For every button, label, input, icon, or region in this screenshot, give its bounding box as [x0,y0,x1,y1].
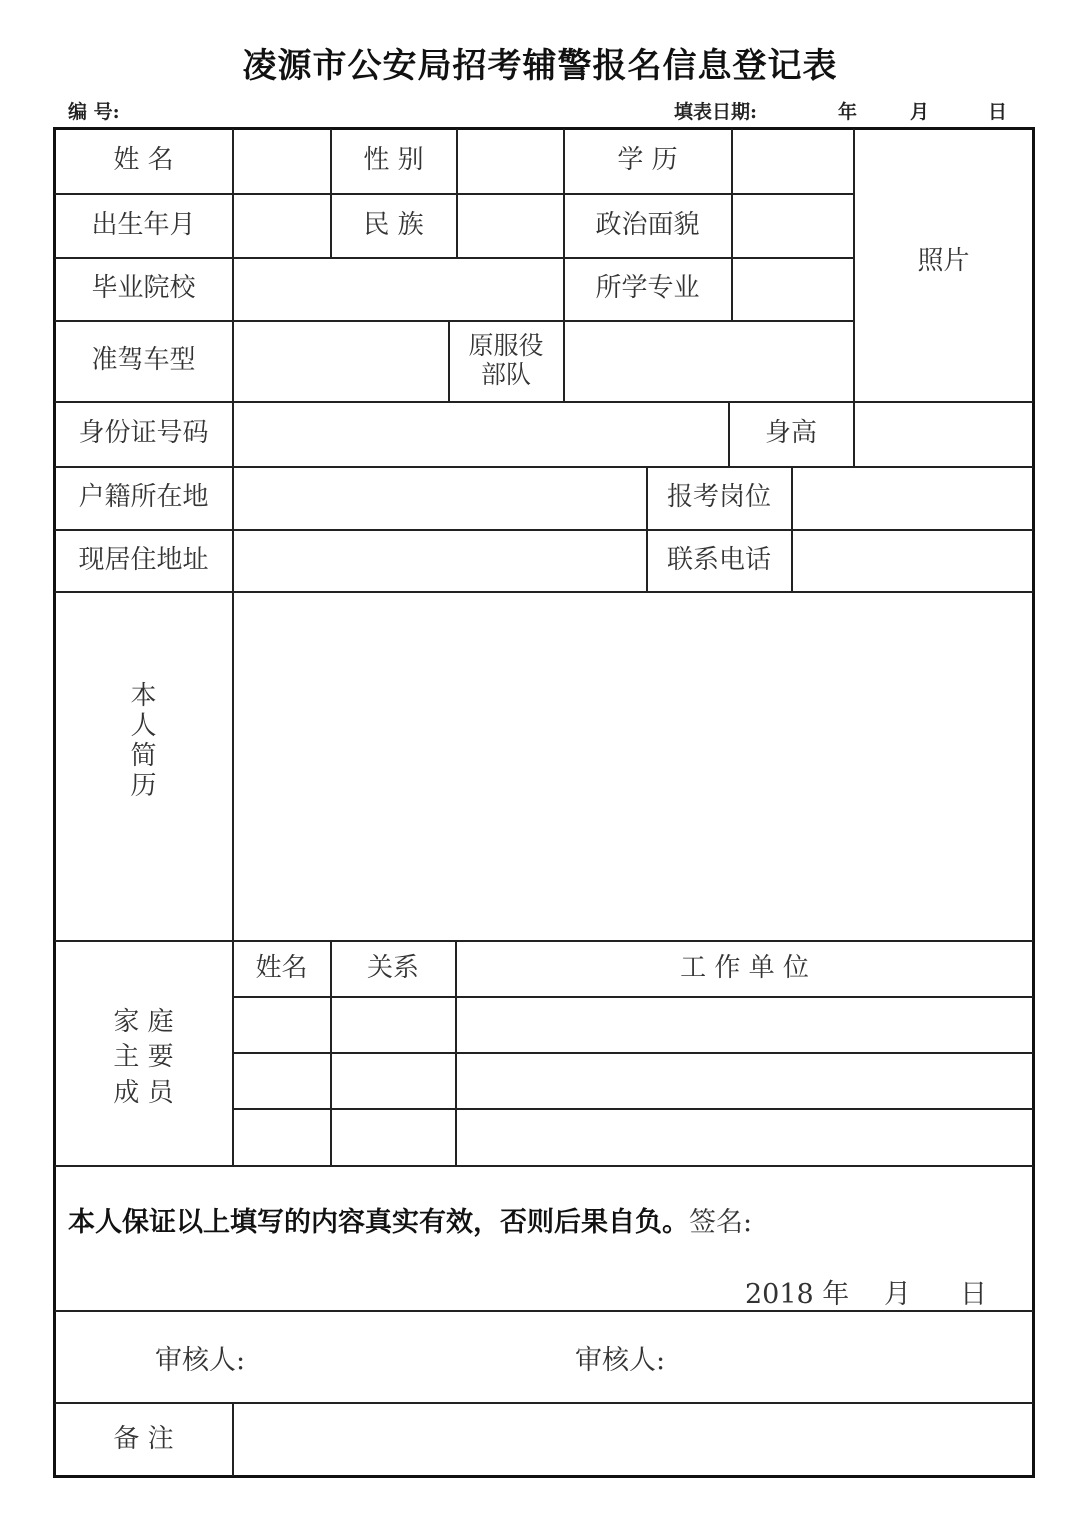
remarks-label: 备 注 [113,1423,174,1454]
family-label-line: 家 庭 [113,1007,174,1038]
household-label: 户籍所在地 [78,482,209,513]
date-day-label: 日 [988,101,1008,123]
name-label: 姓 名 [113,145,174,176]
family-row-2-work[interactable] [456,1053,1033,1108]
family-row-1-work[interactable] [456,997,1033,1052]
sign-label: 签名: [689,1207,753,1238]
ethnicity-field[interactable] [457,194,563,257]
row-divider [55,1165,1033,1167]
school-label: 毕业院校 [91,273,196,304]
education-field[interactable] [732,129,853,193]
id-number-field[interactable] [233,402,728,466]
position-field[interactable] [792,467,1033,529]
id-number-label: 身份证号码 [78,418,209,449]
remarks-field[interactable] [233,1403,1033,1476]
pledge-date-month: 月 [884,1279,911,1310]
family-label [55,941,232,1165]
education-label: 学 历 [617,145,678,176]
signature-field[interactable] [820,1195,1020,1245]
former-unit-label-line2: 部队 [480,360,531,389]
birth-field[interactable] [233,194,330,257]
reviewer-1-label: 审核人: [155,1345,246,1376]
political-field[interactable] [732,194,853,257]
license-field[interactable] [233,321,448,401]
photo-box[interactable]: 照片 [917,246,970,276]
major-field[interactable] [732,258,853,320]
family-row-3-name[interactable] [233,1109,330,1165]
address-label: 现居住地址 [78,544,209,575]
date-year-label: 年 [838,101,858,123]
household-field[interactable] [233,467,646,529]
family-row-2-relation[interactable] [331,1053,455,1108]
resume-label-char: 人 [130,711,157,742]
pledge-text: 本人保证以上填写的内容真实有效，否则后果自负。 [68,1207,689,1238]
pledge-date-day: 日 [960,1279,987,1310]
gender-field[interactable] [457,129,563,193]
reviewer-2-field[interactable] [685,1325,1015,1385]
date-label: 填表日期: [674,101,758,123]
form-title: 凌源市公安局招考辅警报名信息登记表 [242,46,838,86]
license-label: 准驾车型 [91,345,196,376]
address-field[interactable] [233,530,646,591]
name-field[interactable] [233,129,330,193]
political-label: 政治面貌 [595,209,700,240]
family-label-line: 主 要 [113,1042,174,1073]
resume-label [55,592,232,892]
position-label: 报考岗位 [666,482,771,513]
family-row-1-name[interactable] [233,997,330,1052]
family-col-name: 姓名 [255,952,308,983]
pledge-line [68,1200,752,1239]
reviewer-2-label: 审核人: [575,1345,666,1376]
height-field[interactable] [854,402,1033,466]
height-label: 身高 [764,418,817,449]
phone-field[interactable] [792,530,1033,591]
phone-label: 联系电话 [666,544,771,575]
family-row-3-relation[interactable] [331,1109,455,1165]
former-unit-label-line1: 原服役 [468,331,544,361]
former-unit-field[interactable] [564,321,853,401]
family-row-3-work[interactable] [456,1109,1033,1165]
family-row-1-relation[interactable] [331,997,455,1052]
number-label: 编 号: [68,101,120,123]
family-row-2-name[interactable] [233,1053,330,1108]
pledge-date-year: 2018 年 [745,1279,850,1310]
former-unit-label [449,321,563,401]
family-col-relation: 关系 [366,952,419,983]
birth-label: 出生年月 [91,209,196,240]
school-field[interactable] [233,258,563,320]
family-label-line: 成 员 [113,1077,174,1108]
resume-field[interactable] [233,592,1033,940]
ethnicity-label: 民 族 [363,209,424,240]
family-col-work: 工 作 单 位 [680,952,809,983]
major-label: 所学专业 [595,273,700,304]
resume-label-char: 历 [130,770,157,801]
date-month-label: 月 [910,101,930,123]
resume-label-char: 简 [130,741,157,771]
gender-label: 性 别 [363,145,424,176]
reviewer-1-field[interactable] [265,1325,545,1385]
resume-label-char: 本 [130,681,157,712]
